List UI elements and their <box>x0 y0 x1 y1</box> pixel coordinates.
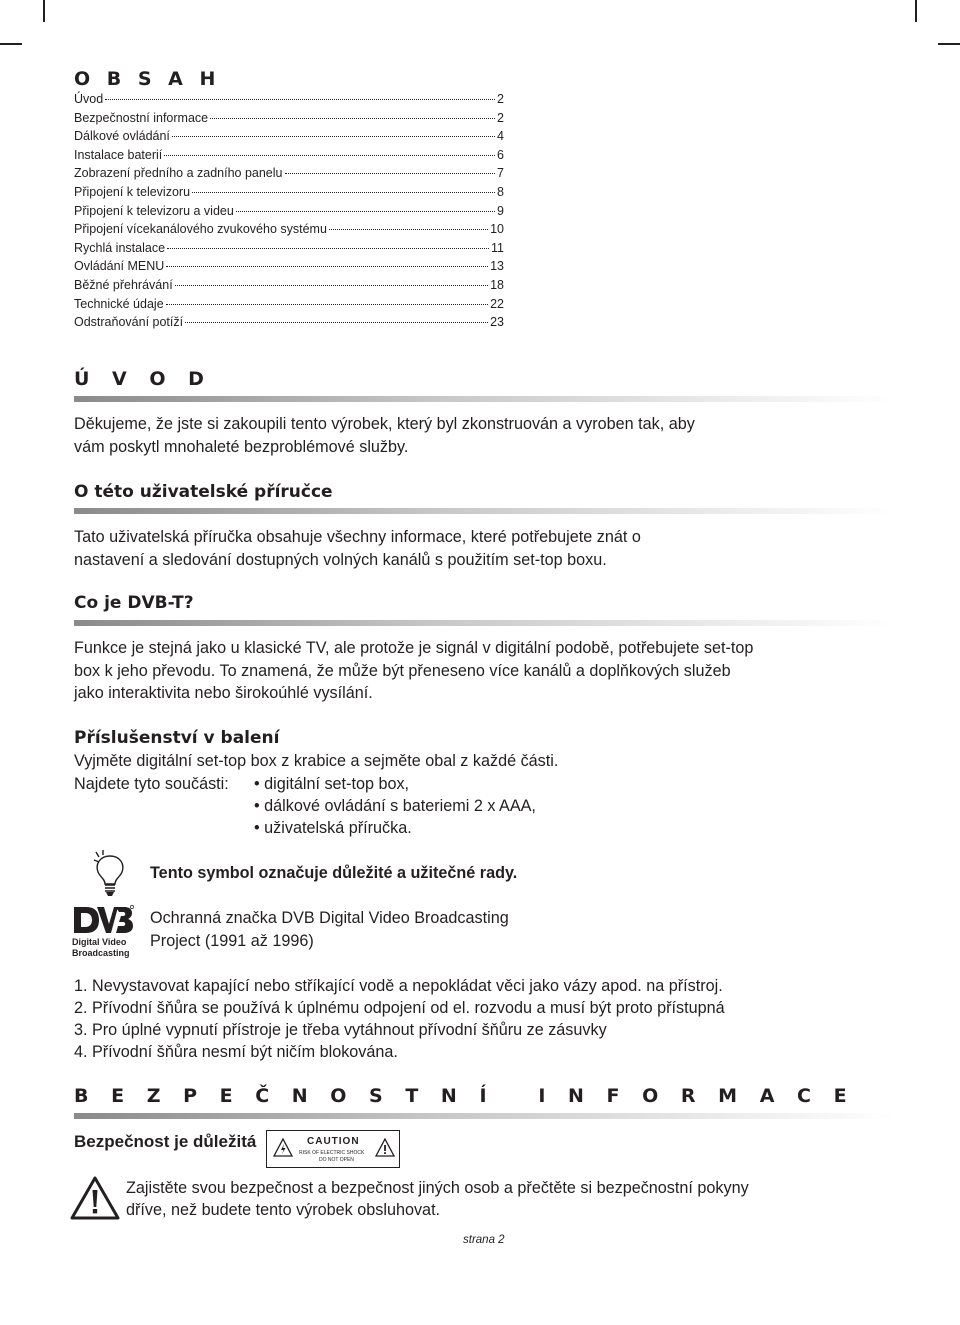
crop-mark <box>938 43 960 45</box>
toc-item-page: 11 <box>491 240 504 255</box>
dvb-trademark-line-2: Project (1991 až 1996) <box>150 932 314 950</box>
rule-item: 4. Přívodní šňůra nesmí být ničím blokována. <box>74 1043 398 1061</box>
toc-item-label: Bezpečnostní informace <box>74 110 209 125</box>
toc-item <box>74 315 504 334</box>
toc-item-label: Technické údaje <box>74 296 164 311</box>
crop-mark <box>915 0 917 22</box>
page-number: strana 2 <box>463 1234 505 1246</box>
caution-line-2: DO NOT OPEN <box>319 1157 354 1163</box>
toc-item <box>74 129 504 148</box>
toc-dot-leader <box>285 173 496 174</box>
toc-item-label: Odstraňování potíží <box>74 315 184 330</box>
toc-title: O B S A H <box>74 68 221 90</box>
toc-item-page: 2 <box>497 110 504 125</box>
accessories-find-label: Najdete tyto součásti: <box>74 775 229 793</box>
safety-text-2: dříve, než budete tento výrobek obsluhovat. <box>126 1201 441 1219</box>
toc-item <box>74 278 504 297</box>
caution-title: CAUTION <box>307 1136 360 1147</box>
toc-item-label: Úvod <box>74 92 104 106</box>
toc-item <box>74 259 504 278</box>
toc-dot-leader <box>166 304 488 305</box>
toc-dot-leader <box>329 229 488 230</box>
toc-item-label: Instalace baterií <box>74 147 163 162</box>
toc-item-page: 6 <box>497 147 504 162</box>
crop-mark <box>0 43 22 45</box>
toc-item-page: 13 <box>490 259 504 274</box>
toc-item-page: 4 <box>497 129 504 144</box>
toc-item-page: 9 <box>497 203 504 218</box>
tip-text: Tento symbol označuje důležité a užitečné rady. <box>150 864 518 882</box>
crop-mark <box>43 0 45 22</box>
uvod-text: Děkujeme, že jste si zakoupili tento výrobek, který byl zkonstruován a vyroben tak, aby vám poskytl mnohaleté bezproblémové služby. <box>74 415 695 456</box>
toc-item-page: 2 <box>497 92 504 106</box>
toc-item-label: Připojení vícekanálového zvukového systému <box>74 222 327 237</box>
toc-item-page: 7 <box>497 166 504 181</box>
toc-dot-leader <box>192 192 495 193</box>
toc-dot-leader <box>105 99 495 100</box>
toc-item-page: 10 <box>490 222 504 237</box>
toc-item <box>74 148 504 167</box>
toc-item-label: Běžné přehrávání <box>74 277 173 292</box>
safety-heading: B E Z P E Č N O S T N Í I N F O R M A C E <box>74 1085 855 1107</box>
rule-item: 1. Nevystavovat kapající nebo stříkající vodě a nepokládat věci jako vázy apod. na přístroj. <box>74 977 723 995</box>
toc-item-label: Dálkové ovládání <box>74 129 170 144</box>
toc-dot-leader <box>210 118 495 119</box>
toc-item-label: Rychlá instalace <box>74 240 166 255</box>
toc-dot-leader <box>172 136 495 137</box>
dvb-logo <box>72 904 134 958</box>
toc-item-label: Ovládání MENU <box>74 259 165 274</box>
accessories-item: • uživatelská příručka. <box>254 819 412 837</box>
exclamation-warning-icon <box>375 1138 395 1158</box>
lightning-warning-icon <box>273 1138 293 1158</box>
toc-item <box>74 241 504 260</box>
table-of-contents <box>74 92 504 334</box>
accessories-item: • dálkové ovládání s bateriemi 2 x AAA, <box>254 797 536 815</box>
heading-rule <box>74 1113 894 1119</box>
toc-dot-leader <box>185 322 488 323</box>
safety-subtitle: Bezpečnost je důležitá <box>74 1132 257 1151</box>
toc-item <box>74 222 504 241</box>
rule-item: 2. Přívodní šňůra se používá k úplnému odpojení od el. rozvodu a musí být proto přístupná <box>74 999 725 1017</box>
toc-item-page: 18 <box>490 277 504 292</box>
heading-rule <box>74 508 894 514</box>
dvbt-text: Funkce je stejná jako u klasické TV, ale protože je signál v digitální podobě, potřebujete set-top box k jeho převodu. To znamená, že může být přeneseno více kanálů a doplňkových služeb jako interaktivita nebo širokoúhlé vysílání. <box>74 639 754 702</box>
caution-line-1: RISK OF ELECTRIC SHOCK <box>299 1150 365 1156</box>
toc-item-page: 8 <box>497 184 504 199</box>
about-heading: O této uživatelské příručce <box>74 482 333 502</box>
warning-icon <box>70 1176 120 1220</box>
safety-text-1: Zajistěte svou bezpečnost a bezpečnost jiných osob a přečtěte si bezpečnostní pokyny <box>126 1179 749 1197</box>
toc-item-page: 23 <box>490 315 504 330</box>
toc-dot-leader <box>166 266 488 267</box>
heading-rule <box>74 396 894 402</box>
toc-item <box>74 204 504 223</box>
heading-rule <box>74 620 894 626</box>
accessories-heading: Příslušenství v balení <box>74 728 280 748</box>
caution-label <box>266 1130 400 1168</box>
toc-item <box>74 111 504 130</box>
toc-item-label: Zobrazení předního a zadního panelu <box>74 166 283 181</box>
rule-item: 3. Pro úplné vypnutí přístroje je třeba vytáhnout přívodní šňůru ze zásuvky <box>74 1021 607 1039</box>
dvb-trademark-line-1: Ochranná značka DVB Digital Video Broadcasting <box>150 909 509 927</box>
uvod-heading: Ú V O D <box>74 368 212 390</box>
toc-item <box>74 92 504 111</box>
toc-dot-leader <box>164 155 495 156</box>
toc-dot-leader <box>175 285 488 286</box>
dvbt-heading: Co je DVB-T? <box>74 593 194 613</box>
toc-dot-leader <box>236 211 495 212</box>
dvb-logo-mark <box>72 904 134 936</box>
toc-item <box>74 166 504 185</box>
toc-item <box>74 297 504 316</box>
accessories-intro: Vyjměte digitální set-top box z krabice a sejměte obal z každé části. <box>74 752 559 770</box>
dvb-logo-sub-2: Broadcasting <box>72 948 130 958</box>
about-text: Tato uživatelská příručka obsahuje všechny informace, které potřebujete znát o nastavení a sledování dostupných volných kanálů s použitím set-top boxu. <box>74 528 641 569</box>
toc-item-label: Připojení k televizoru a videu <box>74 203 234 218</box>
toc-item-label: Připojení k televizoru <box>74 184 191 199</box>
toc-dot-leader <box>167 248 489 249</box>
accessories-item: • digitální set-top box, <box>254 775 410 793</box>
dvb-logo-sub-1: Digital Video <box>72 937 127 947</box>
toc-item-page: 22 <box>490 296 504 311</box>
toc-item <box>74 185 504 204</box>
lightbulb-icon <box>86 848 134 900</box>
